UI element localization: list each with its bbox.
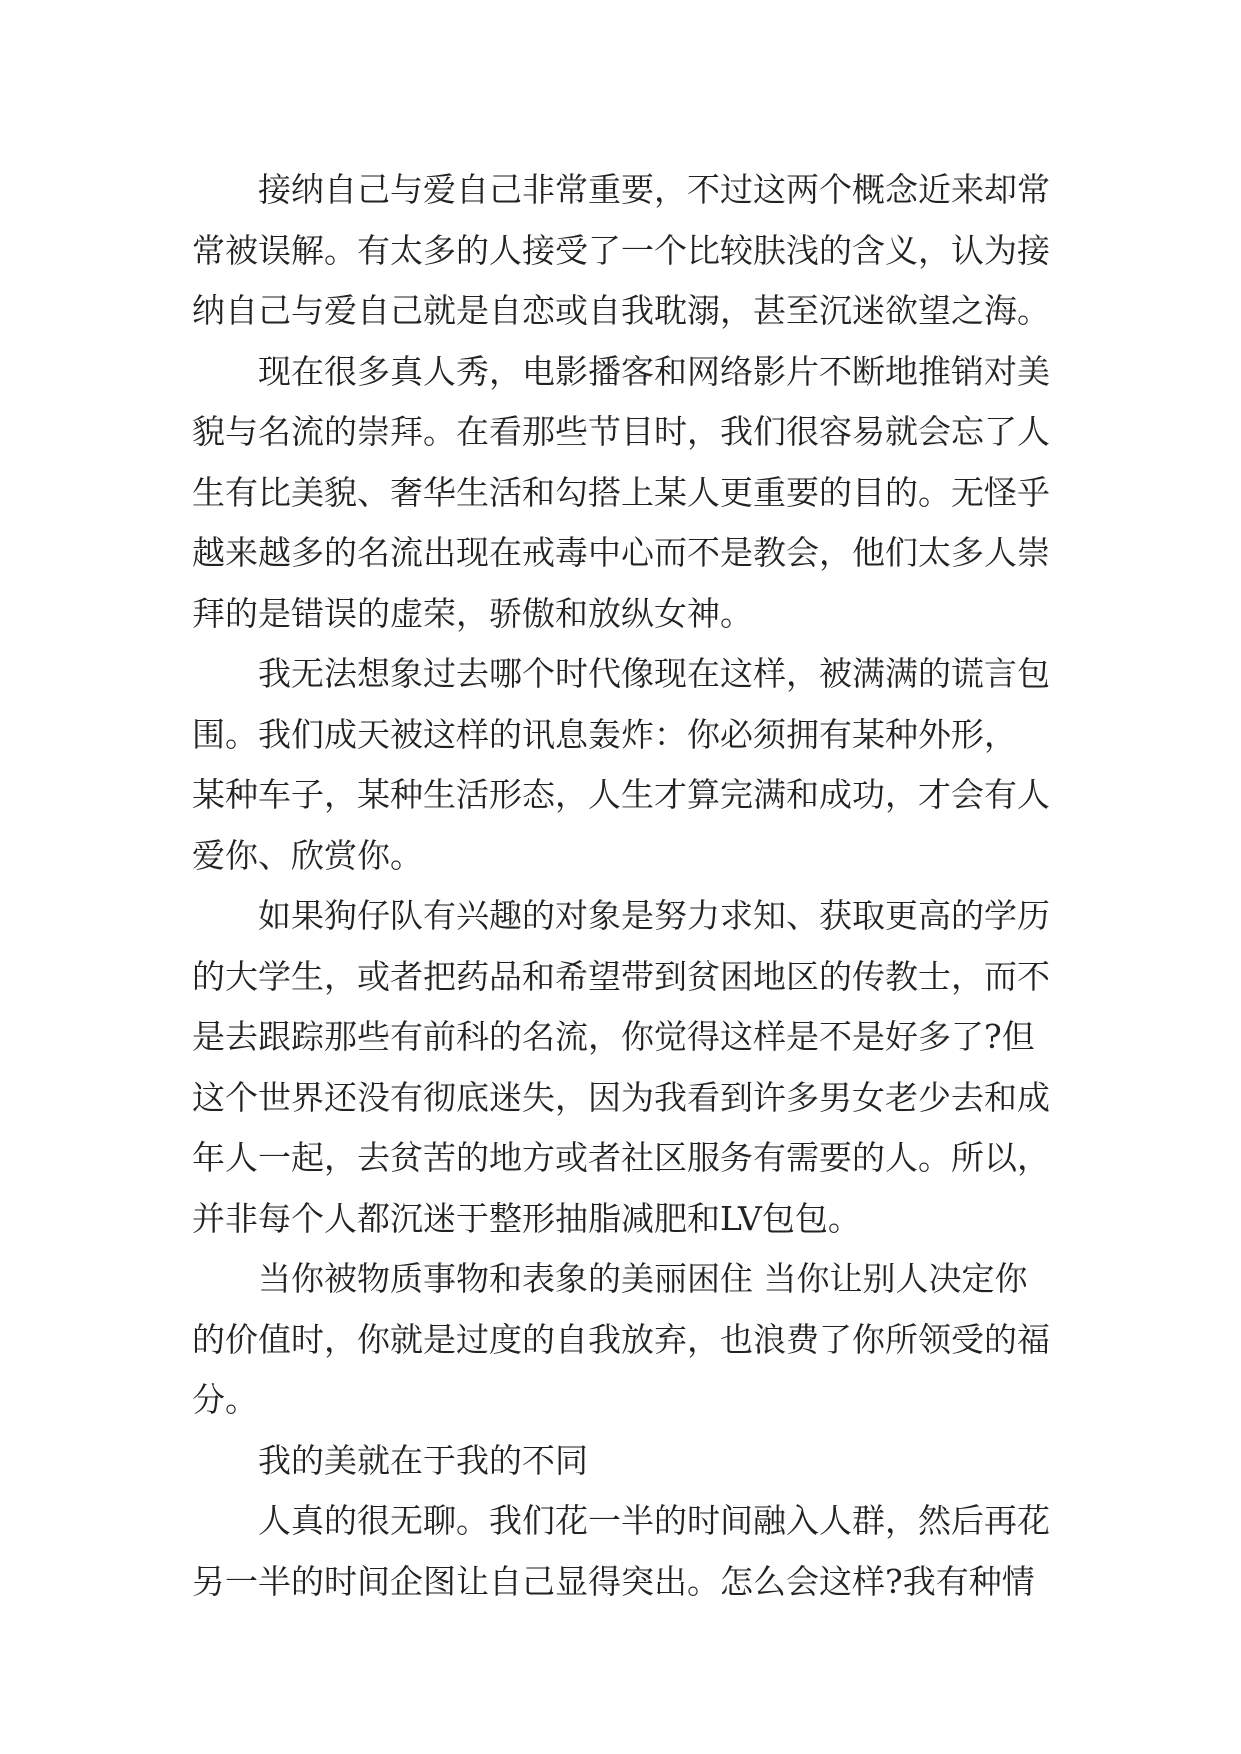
paragraph-line: 人真的很无聊。我们花一半的时间融入人群，然后再花 bbox=[258, 1501, 1050, 1540]
paragraph-line: 生有比美貌、奢华生活和勾搭上某人更重要的目的。无怪乎 bbox=[192, 472, 1050, 512]
paragraph-line: 围。我们成天被这样的讯息轰炸：你必须拥有某种外形， bbox=[192, 714, 1017, 754]
section-heading: 我的美就在于我的不同 bbox=[258, 1440, 588, 1480]
paragraph-line: 某种车子，某种生活形态，人生才算完满和成功，才会有人 bbox=[192, 775, 1050, 814]
paragraph-line: 分。 bbox=[192, 1380, 258, 1419]
paragraph-line: 如果狗仔队有兴趣的对象是努力求知、获取更高的学历 bbox=[258, 896, 1050, 935]
paragraph-line: 貌与名流的崇拜。在看那些节目时，我们很容易就会忘了人 bbox=[192, 412, 1050, 451]
paragraph-line: 我无法想象过去哪个时代像现在这样，被满满的谎言包 bbox=[258, 654, 1050, 693]
paragraph-line: 常被误解。有太多的人接受了一个比较肤浅的含义，认为接 bbox=[192, 230, 1050, 270]
paragraph-line: 年人一起，去贫苦的地方或者社区服务有需要的人。所以， bbox=[192, 1138, 1050, 1177]
paragraph-line: 另一半的时间企图让自己显得突出。怎么会这样?我有种情 bbox=[192, 1561, 1035, 1601]
paragraph-line: 的价值时，你就是过度的自我放弃，也浪费了你所领受的福 bbox=[192, 1319, 1050, 1359]
paragraph-line: 纳自己与爱自己就是自恋或自我耽溺，甚至沉迷欲望之海。 bbox=[192, 291, 1050, 330]
document-body bbox=[192, 160, 1052, 1612]
paragraph-line: 这个世界还没有彻底迷失，因为我看到许多男女老少去和成 bbox=[192, 1077, 1050, 1117]
paragraph-line: 拜的是错误的虚荣，骄傲和放纵女神。 bbox=[192, 593, 753, 633]
paragraph-line: 当你被物质事物和表象的美丽困住 当你让别人决定你 bbox=[258, 1259, 1028, 1298]
paragraph-line: 并非每个人都沉迷于整形抽脂减肥和LV包包。 bbox=[192, 1198, 861, 1238]
paragraph-line: 接纳自己与爱自己非常重要，不过这两个概念近来却常 bbox=[258, 170, 1050, 209]
paragraph-line: 的大学生，或者把药品和希望带到贫困地区的传教士，而不 bbox=[192, 956, 1050, 996]
paragraph-line: 爱你、欣赏你。 bbox=[192, 835, 423, 875]
paragraph-line: 是去跟踪那些有前科的名流，你觉得这样是不是好多了?但 bbox=[192, 1017, 1035, 1056]
paragraph-line: 越来越多的名流出现在戒毒中心而不是教会，他们太多人崇 bbox=[192, 533, 1050, 572]
paragraph-line: 现在很多真人秀，电影播客和网络影片不断地推销对美 bbox=[258, 351, 1050, 391]
